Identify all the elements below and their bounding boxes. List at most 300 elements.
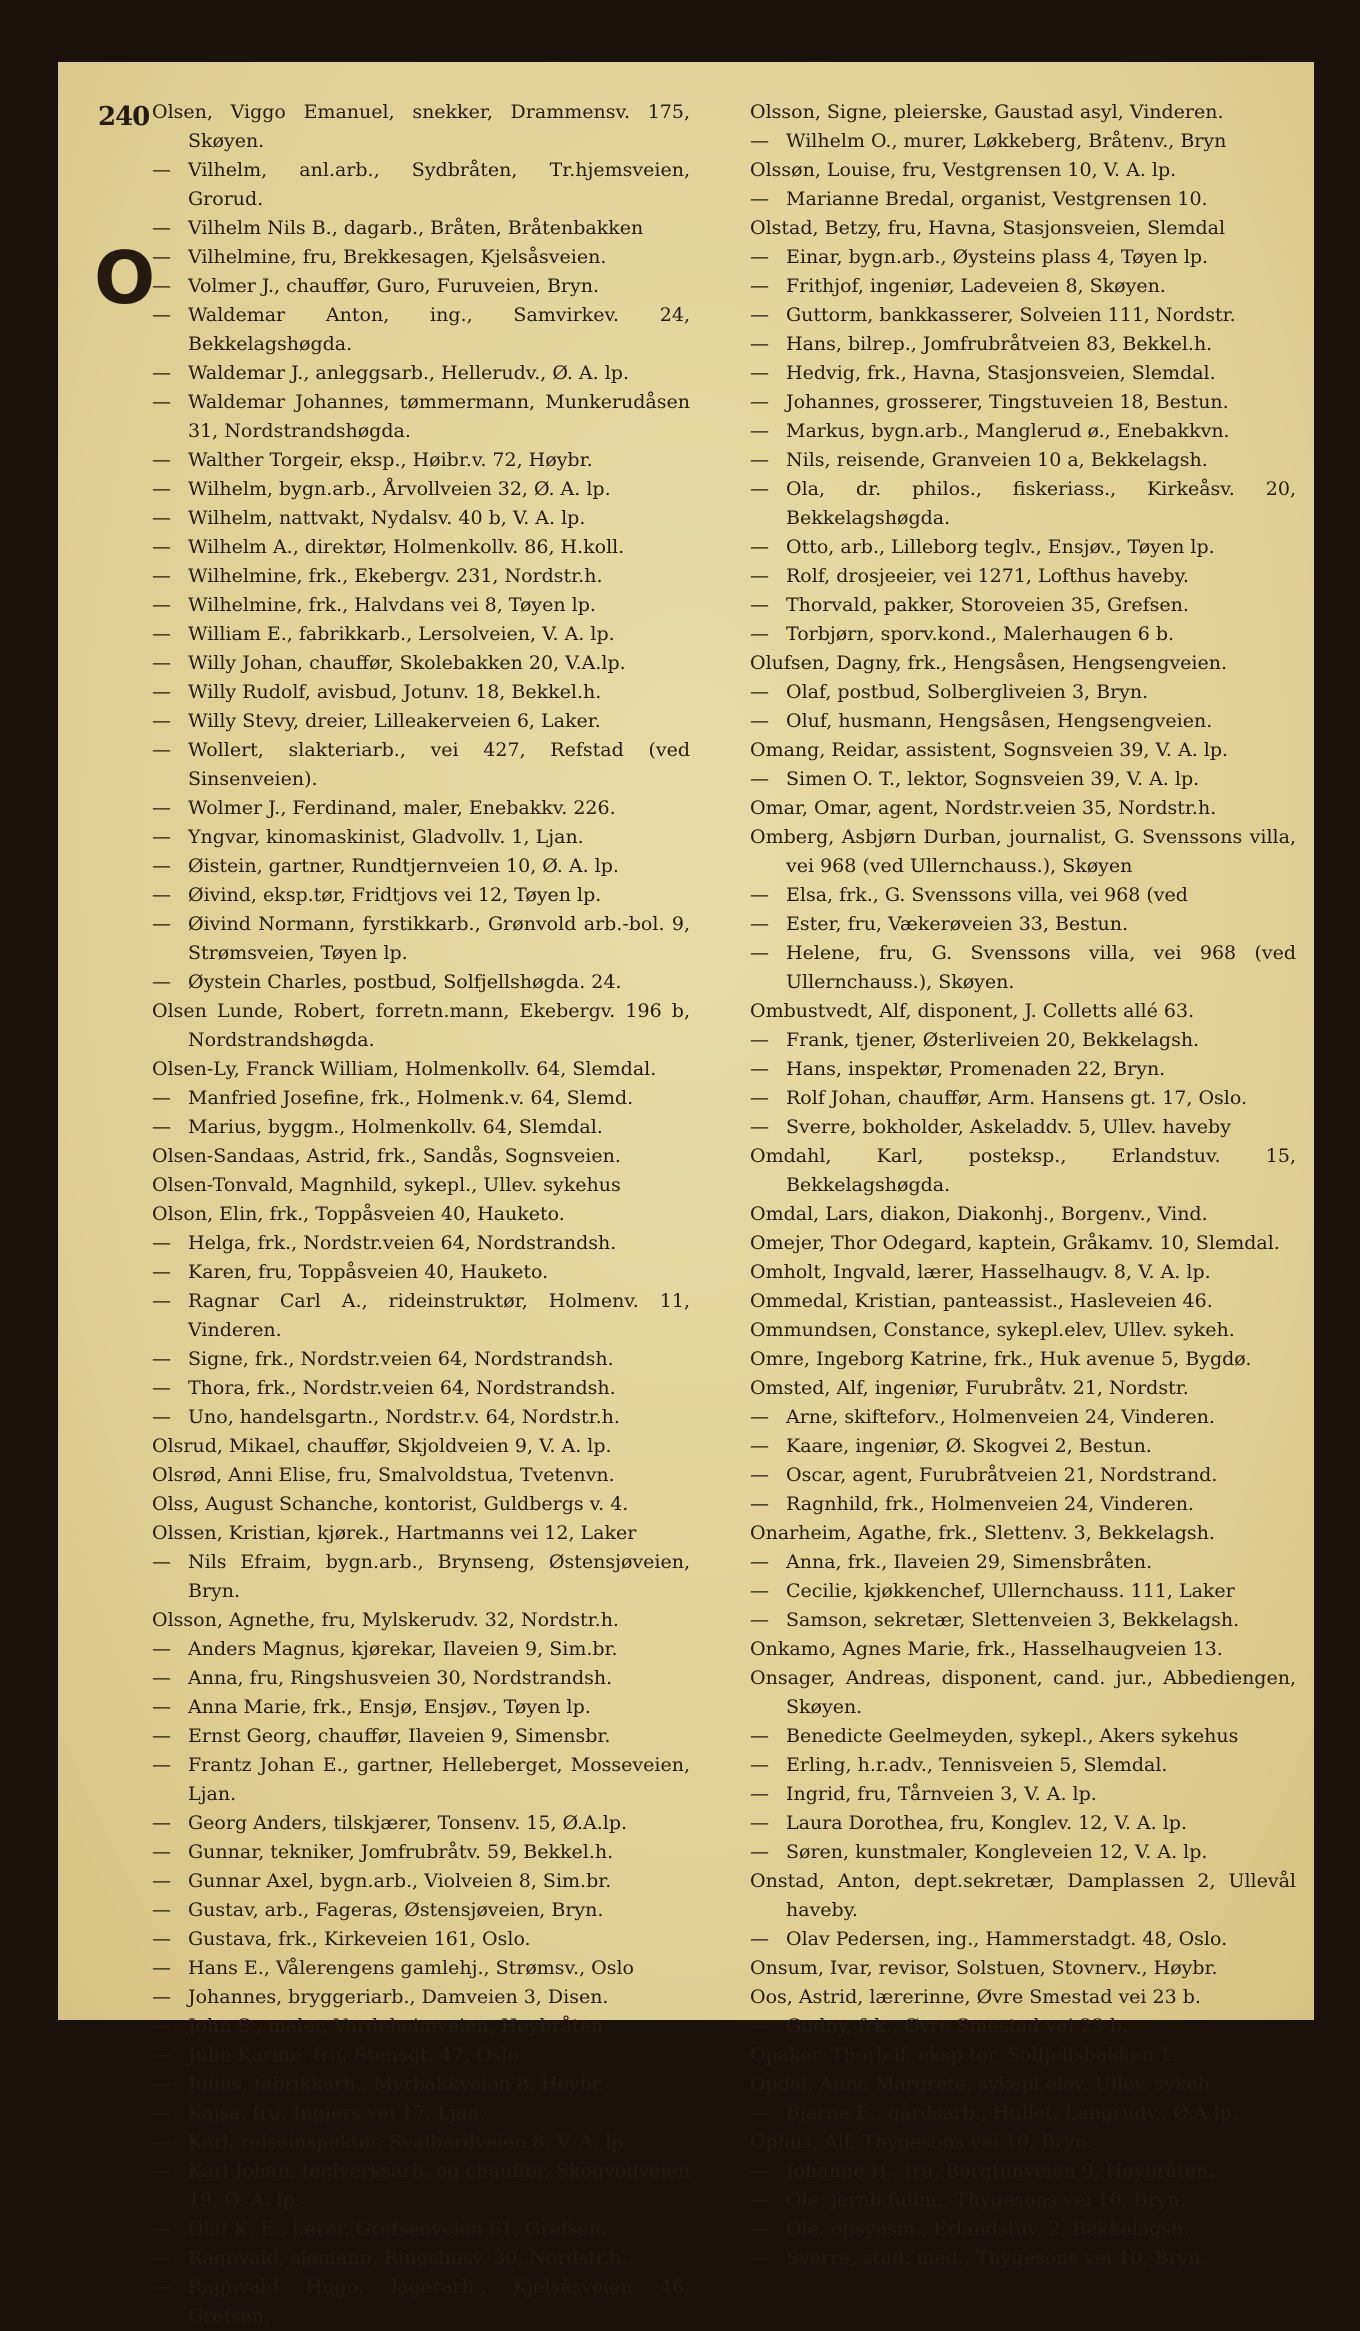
entry-text: Omdahl, Karl, posteksp., Erlandstuv. 15, Bekkelagshøgda.	[750, 1145, 1296, 1196]
directory-entry	[152, 1490, 690, 1519]
ditto-dash: —	[152, 159, 171, 181]
ditto-dash: —	[152, 971, 171, 993]
directory-subentry	[152, 2012, 690, 2041]
entry-text: Helga, frk., Nordstr.veien 64, Nordstrandsh.	[188, 1232, 617, 1254]
entry-text: Olsen-Tonvald, Magnhild, sykepl., Ullev. sykehus	[152, 1174, 621, 1196]
directory-entry	[750, 2128, 1296, 2157]
directory-subentry	[152, 2157, 690, 2215]
entry-text: Marius, byggm., Holmenkollv. 64, Slemdal.	[188, 1116, 603, 1138]
directory-entry	[750, 1316, 1296, 1345]
directory-subentry	[152, 1113, 690, 1142]
entry-text: Willy Stevy, dreier, Lilleakerveien 6, Laker.	[188, 710, 601, 732]
directory-subentry	[750, 272, 1296, 301]
ditto-dash: —	[152, 710, 171, 732]
ditto-dash: —	[750, 304, 769, 326]
ditto-dash: —	[152, 246, 171, 268]
entry-text: Olufsen, Dagny, frk., Hengsåsen, Hengsengveien.	[750, 652, 1228, 674]
directory-subentry	[750, 1722, 1296, 1751]
entry-text: Oscar, agent, Furubråtveien 21, Nordstrand.	[786, 1464, 1218, 1486]
ditto-dash: —	[750, 2102, 769, 2124]
entry-text: Olsen-Ly, Franck William, Holmenkollv. 64, Slemdal.	[152, 1058, 657, 1080]
entry-text: Vilhelm, anl.arb., Sydbråten, Tr.hjemsveien, Grorud.	[188, 159, 690, 210]
left-column	[152, 98, 690, 2331]
ditto-dash: —	[750, 536, 769, 558]
directory-subentry	[750, 1780, 1296, 1809]
entry-text: Hedvig, frk., Havna, Stasjonsveien, Slemdal.	[786, 362, 1216, 384]
directory-subentry	[152, 214, 690, 243]
ditto-dash: —	[152, 565, 171, 587]
directory-subentry	[152, 910, 690, 968]
entry-text: Ombustvedt, Alf, disponent, J. Colletts allé 63.	[750, 1000, 1195, 1022]
entry-text: Kajsa, fru, Ingiers vei 17, Ljan.	[188, 2102, 486, 2124]
entry-text: Elsa, frk., G. Svenssons villa, vei 968 (ved	[786, 884, 1188, 906]
entry-text: Signe, frk., Nordstr.veien 64, Nordstrandsh.	[188, 1348, 614, 1370]
directory-subentry	[152, 359, 690, 388]
ditto-dash: —	[152, 2218, 171, 2240]
ditto-dash: —	[152, 1986, 171, 2008]
directory-subentry	[152, 156, 690, 214]
directory-entry	[152, 1606, 690, 1635]
ditto-dash: —	[152, 2015, 171, 2037]
directory-subentry	[152, 2244, 690, 2273]
entry-text: Omdal, Lars, diakon, Diakonhj., Borgenv., Vind.	[750, 1203, 1208, 1225]
entry-text: Oluf, husmann, Hengsåsen, Hengsengveien.	[786, 710, 1213, 732]
entry-text: Hans E., Vålerengens gamlehj., Strømsv., Oslo	[188, 1957, 634, 1979]
directory-subentry	[152, 968, 690, 997]
entry-text: Manfried Josefine, frk., Holmenk.v. 64, Slemd.	[188, 1087, 634, 1109]
directory-subentry	[750, 1577, 1296, 1606]
ditto-dash: —	[152, 913, 171, 935]
page-number: 240	[98, 102, 150, 132]
directory-entry	[750, 1519, 1296, 1548]
entry-text: Walther Torgeir, eksp., Høibr.v. 72, Høybr.	[188, 449, 593, 471]
entry-text: Øystein Charles, postbud, Solfjellshøgda. 24.	[188, 971, 622, 993]
entry-text: Omholt, Ingvald, lærer, Hasselhaugv. 8, V. A. lp.	[750, 1261, 1211, 1283]
entry-text: Omsted, Alf, ingeniør, Furubråtv. 21, Nordstr.	[750, 1377, 1189, 1399]
directory-entry	[750, 1635, 1296, 1664]
directory-subentry	[750, 388, 1296, 417]
entry-text: Wilhelm, bygn.arb., Årvollveien 32, Ø. A. lp.	[188, 478, 611, 500]
directory-entry	[750, 2070, 1296, 2099]
directory-entry	[750, 649, 1296, 678]
directory-entry	[750, 736, 1296, 765]
directory-subentry	[750, 359, 1296, 388]
directory-subentry	[152, 504, 690, 533]
directory-subentry	[152, 591, 690, 620]
ditto-dash: —	[750, 710, 769, 732]
directory-subentry	[750, 1751, 1296, 1780]
ditto-dash: —	[152, 2073, 171, 2095]
entry-text: Olssen, Kristian, kjørek., Hartmanns vei 12, Laker	[152, 1522, 637, 1544]
entry-text: Wilhelmine, frk., Ekebergv. 231, Nordstr.h.	[188, 565, 603, 587]
directory-subentry	[750, 1548, 1296, 1577]
directory-subentry	[750, 1055, 1296, 1084]
ditto-dash: —	[152, 739, 171, 761]
ditto-dash: —	[152, 304, 171, 326]
directory-subentry	[152, 1751, 690, 1809]
entry-text: Onkamo, Agnes Marie, frk., Hasselhaugveien 13.	[750, 1638, 1223, 1660]
directory-entry	[750, 1142, 1296, 1200]
directory-subentry	[750, 620, 1296, 649]
entry-text: Vilhelm Nils B., dagarb., Bråten, Bråtenbakken	[188, 217, 644, 239]
ditto-dash: —	[152, 2131, 171, 2153]
directory-subentry	[750, 1809, 1296, 1838]
directory-entry	[750, 1258, 1296, 1287]
ditto-dash: —	[152, 826, 171, 848]
ditto-dash: —	[152, 681, 171, 703]
directory-entry	[152, 1142, 690, 1171]
entry-text: Yngvar, kinomaskinist, Gladvollv. 1, Ljan.	[188, 826, 584, 848]
entry-text: Gudny, frk., Øvre Smestad vei 23 b.	[786, 2015, 1129, 2037]
directory-subentry	[750, 301, 1296, 330]
entry-text: Ester, fru, Vækerøveien 33, Bestun.	[786, 913, 1129, 935]
directory-subentry	[750, 707, 1296, 736]
entry-text: Olson, Elin, frk., Toppåsveien 40, Hauketo.	[152, 1203, 565, 1225]
ditto-dash: —	[152, 884, 171, 906]
entry-text: Ragnvald Hugo, lagerarb., Kjelsåsveien 46, Grefsen.	[188, 2276, 690, 2327]
entry-text: Rolf, drosjeeier, vei 1271, Lofthus haveby.	[786, 565, 1189, 587]
directory-subentry	[152, 2099, 690, 2128]
directory-subentry	[152, 1635, 690, 1664]
entry-text: Karl Johan, teglverksarb. og chauffør, Skogvollveien 19, Ø. A. lp.	[188, 2160, 690, 2211]
ditto-dash: —	[152, 1754, 171, 1776]
entry-text: Bjarne E., gårdsarb., Hullet, Langrudv., Ø.A.lp.	[786, 2102, 1238, 2124]
entry-text: Omre, Ingeborg Katrine, frk., Huk avenue 5, Bygdø.	[750, 1348, 1252, 1370]
ditto-dash: —	[152, 2044, 171, 2066]
entry-text: Uno, handelsgartn., Nordstr.v. 64, Nordstr.h.	[188, 1406, 620, 1428]
ditto-dash: —	[750, 1580, 769, 1602]
ditto-dash: —	[152, 1116, 171, 1138]
entry-text: Onstad, Anton, dept.sekretær, Damplassen 2, Ullevål haveby.	[750, 1870, 1296, 1921]
entry-text: Omberg, Asbjørn Durban, journalist, G. Svenssons villa, vei 968 (ved Ullernchauss.), Skøyen	[750, 826, 1296, 877]
entry-text: Anna, frk., Ilaveien 29, Simensbråten.	[786, 1551, 1153, 1573]
ditto-dash: —	[152, 1957, 171, 1979]
directory-subentry	[750, 881, 1296, 910]
directory-subentry	[750, 475, 1296, 533]
ditto-dash: —	[750, 681, 769, 703]
ditto-dash: —	[750, 478, 769, 500]
ditto-dash: —	[750, 884, 769, 906]
ditto-dash: —	[152, 217, 171, 239]
directory-subentry	[750, 765, 1296, 794]
ditto-dash: —	[750, 2160, 769, 2182]
ditto-dash: —	[750, 1406, 769, 1428]
ditto-dash: —	[152, 1348, 171, 1370]
ditto-dash: —	[152, 1696, 171, 1718]
entry-text: Opaker, Thorleif, eksp.tør, Solfjellsbakken 1.	[750, 2044, 1178, 2066]
entry-text: Johannes, bryggeriarb., Damveien 3, Disen.	[188, 1986, 609, 2008]
ditto-dash: —	[750, 1725, 769, 1747]
ditto-dash: —	[152, 1261, 171, 1283]
ditto-dash: —	[750, 2247, 769, 2269]
ditto-dash: —	[750, 1493, 769, 1515]
directory-subentry	[750, 243, 1296, 272]
ditto-dash: —	[152, 1928, 171, 1950]
ditto-dash: —	[750, 246, 769, 268]
ditto-dash: —	[152, 362, 171, 384]
directory-entry	[750, 1345, 1296, 1374]
ditto-dash: —	[750, 768, 769, 790]
ditto-dash: —	[152, 1667, 171, 1689]
directory-subentry	[750, 910, 1296, 939]
entry-text: Ingrid, fru, Tårnveien 3, V. A. lp.	[786, 1783, 1097, 1805]
entry-text: Sverre, bokholder, Askeladdv. 5, Ullev. haveby	[786, 1116, 1231, 1138]
directory-subentry	[152, 1548, 690, 1606]
entry-text: Cecilie, kjøkkenchef, Ullernchauss. 111, Laker	[786, 1580, 1235, 1602]
directory-subentry	[152, 1084, 690, 1113]
directory-subentry	[152, 475, 690, 504]
directory-entry	[152, 1055, 690, 1084]
entry-text: Wollert, slakteriarb., vei 427, Refstad (ved Sinsenveien).	[188, 739, 690, 790]
entry-text: Nils Efraim, bygn.arb., Brynseng, Østensjøveien, Bryn.	[188, 1551, 690, 1602]
ditto-dash: —	[750, 2189, 769, 2211]
entry-text: Benedicte Geelmeyden, sykepl., Akers sykehus	[786, 1725, 1239, 1747]
directory-subentry	[750, 1838, 1296, 1867]
directory-subentry	[152, 881, 690, 910]
directory-subentry	[152, 2070, 690, 2099]
entry-text: Frithjof, ingeniør, Ladeveien 8, Skøyen.	[786, 275, 1166, 297]
directory-subentry	[750, 1403, 1296, 1432]
entry-text: William E., fabrikkarb., Lersolveien, V. A. lp.	[188, 623, 615, 645]
entry-text: Ragnvald, sjømann, Ringshusv. 30, Nordstr.h.	[188, 2247, 628, 2269]
entry-text: Laura Dorothea, fru, Konglev. 12, V. A. lp.	[786, 1812, 1187, 1834]
entry-text: Olsen, Viggo Emanuel, snekker, Drammensv. 175, Skøyen.	[152, 101, 690, 152]
entry-text: Gustava, frk., Kirkeveien 161, Oslo.	[188, 1928, 531, 1950]
directory-entry	[750, 214, 1296, 243]
entry-text: Ophus, Alf, Thygesons vei 10, Bryn.	[750, 2131, 1093, 2153]
ditto-dash: —	[152, 797, 171, 819]
ditto-dash: —	[750, 623, 769, 645]
directory-subentry	[750, 2012, 1296, 2041]
directory-entry	[750, 823, 1296, 881]
directory-subentry	[750, 2215, 1296, 2244]
directory-subentry	[152, 707, 690, 736]
directory-subentry	[152, 533, 690, 562]
entry-text: Johannes, grosserer, Tingstuveien 18, Bestun.	[786, 391, 1229, 413]
entry-text: Sverre, stud. med., Thygesons vei 10, Bryn.	[786, 2247, 1207, 2269]
entry-text: Onsum, Ivar, revisor, Solstuen, Stovnerv., Høybr.	[750, 1957, 1218, 1979]
directory-subentry	[750, 1461, 1296, 1490]
entry-text: Marianne Bredal, organist, Vestgrensen 10.	[786, 188, 1208, 210]
entry-text: Ernst Georg, chauffør, Ilaveien 9, Simensbr.	[188, 1725, 611, 1747]
directory-subentry	[750, 1113, 1296, 1142]
directory-subentry	[152, 1954, 690, 1983]
directory-subentry	[152, 852, 690, 881]
ditto-dash: —	[152, 275, 171, 297]
ditto-dash: —	[750, 942, 769, 964]
ditto-dash: —	[750, 188, 769, 210]
entry-text: Nils, reisende, Granveien 10 a, Bekkelagsh.	[786, 449, 1208, 471]
directory-subentry	[152, 446, 690, 475]
directory-subentry	[152, 1722, 690, 1751]
ditto-dash: —	[152, 652, 171, 674]
ditto-dash: —	[152, 1899, 171, 1921]
directory-subentry	[152, 1345, 690, 1374]
ditto-dash: —	[152, 1377, 171, 1399]
entry-text: Olaf K. E., lærer, Grefsenveien 61, Grefsen.	[188, 2218, 608, 2240]
directory-subentry	[152, 1983, 690, 2012]
ditto-dash: —	[152, 536, 171, 558]
directory-subentry	[152, 2215, 690, 2244]
directory-subentry	[750, 446, 1296, 475]
entry-text: Torbjørn, sporv.kond., Malerhaugen 6 b.	[786, 623, 1175, 645]
directory-entry	[750, 794, 1296, 823]
entry-text: Ragnar Carl A., rideinstruktør, Holmenv. 11, Vinderen.	[188, 1290, 690, 1341]
directory-entry	[152, 1461, 690, 1490]
entry-text: Olstad, Betzy, fru, Havna, Stasjonsveien, Slemdal	[750, 217, 1226, 239]
directory-entry	[152, 98, 690, 156]
ditto-dash: —	[750, 1754, 769, 1776]
entry-text: Omejer, Thor Odegard, kaptein, Gråkamv. 10, Slemdal.	[750, 1232, 1280, 1254]
entry-text: Kaare, ingeniør, Ø. Skogvei 2, Bestun.	[786, 1435, 1152, 1457]
entry-text: Olssøn, Louise, fru, Vestgrensen 10, V. A. lp.	[750, 159, 1177, 181]
ditto-dash: —	[750, 594, 769, 616]
ditto-dash: —	[750, 1928, 769, 1950]
entry-text: Øivind Normann, fyrstikkarb., Grønvold arb.-bol. 9, Strømsveien, Tøyen lp.	[188, 913, 690, 964]
entry-text: Olss, August Schanche, kontorist, Guldbergs v. 4.	[152, 1493, 629, 1515]
directory-subentry	[152, 1867, 690, 1896]
ditto-dash: —	[152, 1290, 171, 1312]
ditto-dash: —	[750, 1783, 769, 1805]
entry-text: Olaf, postbud, Solbergliveien 3, Bryn.	[786, 681, 1149, 703]
directory-subentry	[152, 1838, 690, 1867]
entry-text: Waldemar Anton, ing., Samvirkev. 24, Bekkelagshøgda.	[188, 304, 690, 355]
ditto-dash: —	[152, 1232, 171, 1254]
directory-entry	[152, 1171, 690, 1200]
ditto-dash: —	[750, 362, 769, 384]
directory-entry	[750, 1954, 1296, 1983]
entry-text: Gustav, arb., Fageras, Østensjøveien, Bryn.	[188, 1899, 604, 1921]
directory-subentry	[152, 794, 690, 823]
entry-text: Ommundsen, Constance, sykepl.elev, Ullev. sykeh.	[750, 1319, 1235, 1341]
directory-subentry	[152, 562, 690, 591]
entry-text: Olsrød, Anni Elise, fru, Smalvoldstua, Tvetenvn.	[152, 1464, 615, 1486]
entry-text: Frantz Johan E., gartner, Helleberget, Mosseveien, Ljan.	[188, 1754, 690, 1805]
directory-subentry	[750, 1490, 1296, 1519]
directory-entry	[152, 1432, 690, 1461]
directory-subentry	[750, 1432, 1296, 1461]
directory-subentry	[750, 127, 1296, 156]
entry-text: Wilhelmine, frk., Halvdans vei 8, Tøyen lp.	[188, 594, 596, 616]
ditto-dash: —	[750, 1841, 769, 1863]
directory-entry	[750, 1287, 1296, 1316]
directory-subentry	[152, 823, 690, 852]
entry-text: Waldemar J., anleggsarb., Hellerudv., Ø. A. lp.	[188, 362, 629, 384]
entry-text: Anna Marie, frk., Ensjø, Ensjøv., Tøyen lp.	[188, 1696, 591, 1718]
entry-text: Rolf Johan, chauffør, Arm. Hansens gt. 17, Oslo.	[786, 1087, 1248, 1109]
directory-subentry	[750, 939, 1296, 997]
ditto-dash: —	[152, 1087, 171, 1109]
ditto-dash: —	[750, 1551, 769, 1573]
directory-subentry	[152, 1896, 690, 1925]
entry-text: Øistein, gartner, Rundtjernveien 10, Ø. A. lp.	[188, 855, 619, 877]
directory-subentry	[750, 417, 1296, 446]
entry-text: Samson, sekretær, Slettenveien 3, Bekkelagsh.	[786, 1609, 1240, 1631]
entry-text: Omang, Reidar, assistent, Sognsveien 39, V. A. lp.	[750, 739, 1229, 761]
entry-text: Karl, reiseinspektør, Svalbardveien 8, V. A. lp.	[188, 2131, 630, 2153]
directory-subentry	[152, 1925, 690, 1954]
ditto-dash: —	[152, 478, 171, 500]
directory-page	[58, 62, 1314, 2327]
directory-subentry	[152, 2273, 690, 2331]
ditto-dash: —	[750, 565, 769, 587]
ditto-dash: —	[750, 1435, 769, 1457]
ditto-dash: —	[152, 2102, 171, 2124]
directory-subentry	[152, 1287, 690, 1345]
entry-text: Anna, fru, Ringshusveien 30, Nordstrandsh.	[188, 1667, 613, 1689]
entry-text: Olav Pedersen, ing., Hammerstadgt. 48, Oslo.	[786, 1928, 1228, 1950]
entry-text: Thorvald, pakker, Storoveien 35, Grefsen.	[786, 594, 1189, 616]
entry-text: Omar, Omar, agent, Nordstr.veien 35, Nordstr.h.	[750, 797, 1217, 819]
ditto-dash: —	[152, 449, 171, 471]
entry-text: Onsager, Andreas, disponent, cand. jur., Abbediengen, Skøyen.	[750, 1667, 1296, 1718]
entry-text: Thora, frk., Nordstr.veien 64, Nordstrandsh.	[188, 1377, 616, 1399]
directory-subentry	[750, 2186, 1296, 2215]
entry-text: Wolmer J., Ferdinand, maler, Enebakkv. 226.	[188, 797, 616, 819]
directory-subentry	[152, 243, 690, 272]
directory-subentry	[750, 678, 1296, 707]
entry-text: Erling, h.r.adv., Tennisveien 5, Slemdal.	[786, 1754, 1168, 1776]
entry-text: Olsrud, Mikael, chauffør, Skjoldveien 9, V. A. lp.	[152, 1435, 612, 1457]
entry-text: Oos, Astrid, lærerinne, Øvre Smestad vei 23 b.	[750, 1986, 1201, 2008]
entry-text: Markus, bygn.arb., Manglerud ø., Enebakkvn.	[786, 420, 1230, 442]
entry-text: Frank, tjener, Østerliveien 20, Bekkelagsh.	[786, 1029, 1200, 1051]
ditto-dash: —	[152, 507, 171, 529]
ditto-dash: —	[152, 1638, 171, 1660]
directory-subentry	[152, 620, 690, 649]
entry-text: Willy Johan, chauffør, Skolebakken 20, V.A.lp.	[188, 652, 626, 674]
entry-text: Olsson, Signe, pleierske, Gaustad asyl, Vinderen.	[750, 101, 1224, 123]
directory-subentry	[750, 1026, 1296, 1055]
ditto-dash: —	[152, 391, 171, 413]
directory-subentry	[152, 1664, 690, 1693]
directory-subentry	[152, 272, 690, 301]
directory-subentry	[152, 736, 690, 794]
entry-text: Wilhelm, nattvakt, Nydalsv. 40 b, V. A. lp.	[188, 507, 586, 529]
directory-subentry	[750, 562, 1296, 591]
ditto-dash: —	[750, 1029, 769, 1051]
directory-subentry	[750, 1084, 1296, 1113]
directory-subentry	[152, 2041, 690, 2070]
directory-subentry	[152, 2128, 690, 2157]
entry-text: Vilhelmine, fru, Brekkesagen, Kjelsåsveien.	[188, 246, 607, 268]
entry-text: Olsen-Sandaas, Astrid, frk., Sandås, Sognsveien.	[152, 1145, 621, 1167]
directory-entry	[750, 1867, 1296, 1925]
entry-text: Olsen Lunde, Robert, forretn.mann, Ekebergv. 196 b, Nordstrandshøgda.	[152, 1000, 690, 1051]
directory-entry	[750, 1983, 1296, 2012]
directory-entry	[750, 1200, 1296, 1229]
ditto-dash: —	[750, 333, 769, 355]
directory-subentry	[152, 1403, 690, 1432]
entry-text: Gunnar, tekniker, Jomfrubråtv. 59, Bekkel.h.	[188, 1841, 614, 1863]
ditto-dash: —	[152, 2160, 171, 2182]
entry-text: Otto, arb., Lilleborg teglv., Ensjøv., Tøyen lp.	[786, 536, 1215, 558]
ditto-dash: —	[152, 1725, 171, 1747]
directory-subentry	[750, 185, 1296, 214]
entry-text: Volmer J., chauffør, Guro, Furuveien, Bryn.	[188, 275, 600, 297]
entry-text: Søren, kunstmaler, Kongleveien 12, V. A. lp.	[786, 1841, 1208, 1863]
directory-entry	[750, 2041, 1296, 2070]
entry-text: Guttorm, bankkasserer, Solveien 111, Nordstr.	[786, 304, 1236, 326]
directory-entry	[750, 1229, 1296, 1258]
entry-text: Gunnar Axel, bygn.arb., Violveien 8, Sim.br.	[188, 1870, 612, 1892]
ditto-dash: —	[750, 130, 769, 152]
directory-subentry	[750, 533, 1296, 562]
directory-subentry	[152, 1693, 690, 1722]
entry-text: Johanne H., fru, Bergtunveien 9, Høybråten.	[786, 2160, 1215, 2182]
entry-text: Hans, inspektør, Promenaden 22, Bryn.	[786, 1058, 1166, 1080]
entry-text: Øivind, eksp.tør, Fridtjovs vei 12, Tøyen lp.	[188, 884, 602, 906]
